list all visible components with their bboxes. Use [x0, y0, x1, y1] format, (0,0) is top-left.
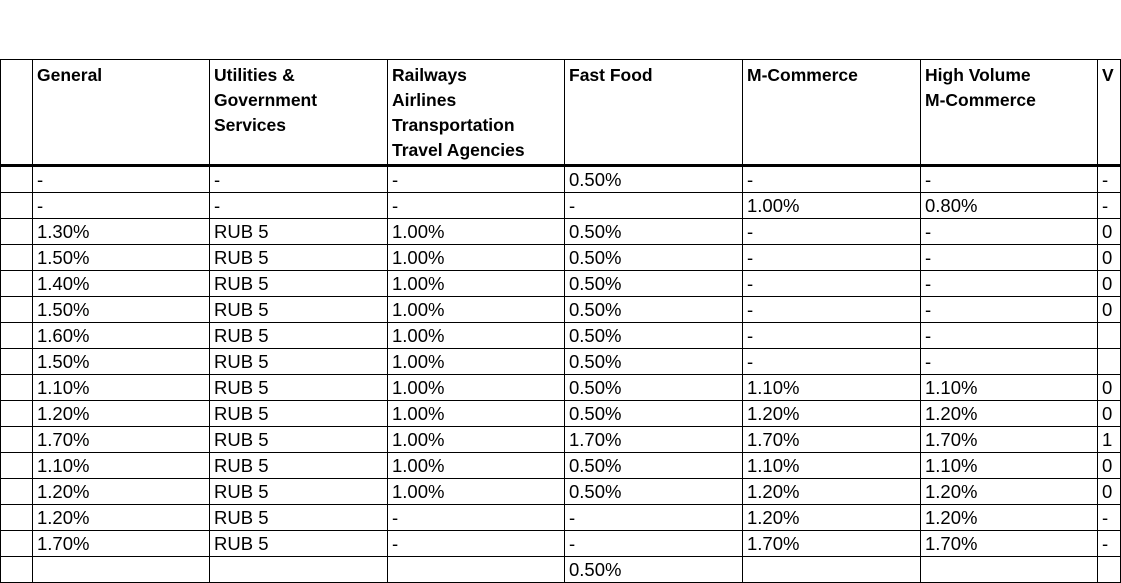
table-cell[interactable]: 0.50% — [565, 401, 743, 427]
table-cell[interactable]: 1.20% — [743, 505, 921, 531]
spreadsheet-view — [0, 59, 1114, 580]
table-cell[interactable]: 1.10% — [33, 453, 210, 479]
header-line: High Volume — [925, 65, 1031, 85]
table-cell[interactable]: 0 — [1098, 401, 1121, 427]
header-line: M-Commerce — [747, 65, 858, 85]
header-cell-general[interactable] — [33, 60, 210, 166]
table-cell[interactable]: RUB 5 — [210, 245, 388, 271]
table-cell[interactable]: - — [1098, 531, 1121, 557]
header-cell-utilities[interactable] — [210, 60, 388, 166]
header-line: General — [37, 65, 103, 85]
table-cell[interactable] — [1, 557, 33, 583]
header-line: Utilities & — [214, 65, 295, 85]
table-cell[interactable]: 1.20% — [743, 401, 921, 427]
table-cell[interactable] — [1, 401, 33, 427]
table-cell[interactable] — [388, 557, 565, 583]
table-cell[interactable]: - — [1098, 166, 1121, 193]
table-cell[interactable] — [1, 166, 33, 193]
table-cell[interactable]: - — [743, 297, 921, 323]
table-cell[interactable] — [1, 193, 33, 219]
table-cell[interactable]: 0.50% — [565, 557, 743, 583]
table-row — [1, 219, 1121, 245]
table-body — [1, 166, 1121, 583]
table-cell[interactable]: 1.00% — [388, 427, 565, 453]
table-cell[interactable]: 1 — [1098, 427, 1121, 453]
table-cell[interactable] — [1, 375, 33, 401]
header-cell-row-label[interactable] — [1, 60, 33, 166]
table-cell[interactable]: 1.30% — [33, 219, 210, 245]
table-cell[interactable]: 1.00% — [388, 479, 565, 505]
table-cell[interactable]: 0.50% — [565, 271, 743, 297]
table-cell[interactable]: - — [921, 166, 1098, 193]
header-row — [1, 60, 1121, 166]
table-row — [1, 505, 1121, 531]
table-cell[interactable]: 0 — [1098, 245, 1121, 271]
table-cell[interactable]: 1.20% — [921, 479, 1098, 505]
table-cell[interactable] — [1, 297, 33, 323]
table-cell[interactable]: - — [743, 166, 921, 193]
table-cell[interactable] — [1, 245, 33, 271]
header-cell-transportation[interactable] — [388, 60, 565, 166]
table-cell[interactable]: - — [921, 271, 1098, 297]
table-row — [1, 245, 1121, 271]
header-cell-m-commerce[interactable] — [743, 60, 921, 166]
table-cell[interactable]: - — [565, 193, 743, 219]
table-cell[interactable]: 1.10% — [921, 453, 1098, 479]
table-cell[interactable]: 1.10% — [743, 453, 921, 479]
table-cell[interactable]: - — [210, 166, 388, 193]
table-row — [1, 349, 1121, 375]
table-cell[interactable]: 1.70% — [33, 531, 210, 557]
table-cell[interactable]: RUB 5 — [210, 453, 388, 479]
table-cell[interactable]: 0.50% — [565, 479, 743, 505]
table-cell[interactable] — [33, 557, 210, 583]
table-row — [1, 531, 1121, 557]
table-cell[interactable]: 1.00% — [388, 375, 565, 401]
table-cell[interactable]: RUB 5 — [210, 427, 388, 453]
table-cell[interactable]: 1.20% — [33, 401, 210, 427]
table-cell[interactable]: RUB 5 — [210, 479, 388, 505]
table-cell[interactable]: - — [388, 531, 565, 557]
table-cell[interactable]: 1.70% — [921, 531, 1098, 557]
table-cell[interactable]: 0 — [1098, 479, 1121, 505]
table-cell[interactable] — [1, 323, 33, 349]
table-cell[interactable] — [1, 505, 33, 531]
table-cell[interactable]: - — [1098, 193, 1121, 219]
table-cell[interactable]: RUB 5 — [210, 323, 388, 349]
table-cell[interactable]: 0.50% — [565, 245, 743, 271]
table-cell[interactable]: 1.20% — [33, 505, 210, 531]
table-cell[interactable]: - — [743, 349, 921, 375]
table-cell[interactable]: 1.00% — [388, 323, 565, 349]
table-cell[interactable]: 1.00% — [743, 193, 921, 219]
table-cell[interactable] — [1, 453, 33, 479]
table-cell[interactable]: 1.50% — [33, 297, 210, 323]
table-cell[interactable]: 0.80% — [921, 193, 1098, 219]
table-cell[interactable] — [210, 557, 388, 583]
table-row — [1, 401, 1121, 427]
table-cell[interactable]: - — [921, 245, 1098, 271]
table-cell[interactable]: 1.00% — [388, 245, 565, 271]
table-cell[interactable]: RUB 5 — [210, 401, 388, 427]
table-cell[interactable]: 0.50% — [565, 375, 743, 401]
table-cell[interactable] — [1, 479, 33, 505]
header-line: V — [1102, 65, 1114, 85]
table-cell[interactable]: 1.20% — [743, 479, 921, 505]
table-cell[interactable]: - — [33, 166, 210, 193]
table-cell[interactable]: 1.00% — [388, 219, 565, 245]
table-row — [1, 297, 1121, 323]
header-line: M-Commerce — [925, 90, 1036, 110]
table-row — [1, 193, 1121, 219]
table-cell[interactable]: 1.20% — [921, 401, 1098, 427]
table-row — [1, 375, 1121, 401]
table-cell[interactable]: 0 — [1098, 219, 1121, 245]
table-cell[interactable]: - — [743, 271, 921, 297]
commission-rates-table — [0, 59, 1121, 583]
table-cell[interactable]: - — [388, 505, 565, 531]
table-cell[interactable]: 1.20% — [921, 505, 1098, 531]
header-line: Government — [214, 90, 318, 110]
table-cell[interactable]: RUB 5 — [210, 271, 388, 297]
table-cell[interactable]: 0 — [1098, 375, 1121, 401]
table-cell[interactable]: 1.50% — [33, 349, 210, 375]
header-line: Airlines — [392, 90, 457, 110]
header-line: Services — [214, 115, 287, 135]
table-cell[interactable]: - — [921, 349, 1098, 375]
table-cell[interactable]: - — [1098, 505, 1121, 531]
table-cell[interactable]: 1.20% — [33, 479, 210, 505]
table-cell[interactable] — [1, 219, 33, 245]
table-cell[interactable]: 0.50% — [565, 166, 743, 193]
table-cell[interactable]: 1.00% — [388, 271, 565, 297]
table-cell[interactable]: 1.70% — [743, 531, 921, 557]
table-cell[interactable]: 1.00% — [388, 297, 565, 323]
table-row — [1, 271, 1121, 297]
table-cell[interactable]: 1.10% — [921, 375, 1098, 401]
table-cell[interactable]: 0 — [1098, 297, 1121, 323]
table-cell[interactable]: - — [33, 193, 210, 219]
header-line: Fast Food — [569, 65, 653, 85]
table-cell[interactable] — [1098, 557, 1121, 583]
table-cell[interactable]: 1.00% — [388, 453, 565, 479]
table-cell[interactable]: - — [921, 297, 1098, 323]
table-cell[interactable]: - — [388, 166, 565, 193]
table-cell[interactable]: RUB 5 — [210, 531, 388, 557]
table-cell[interactable]: 0.50% — [565, 453, 743, 479]
table-row — [1, 453, 1121, 479]
table-row — [1, 557, 1121, 583]
table-cell[interactable] — [921, 557, 1098, 583]
table-cell[interactable]: 1.40% — [33, 271, 210, 297]
table-cell[interactable]: 0.50% — [565, 297, 743, 323]
header-line: Travel Agencies — [392, 140, 525, 160]
header-cell-cut-off[interactable] — [1098, 60, 1121, 166]
table-cell[interactable]: 1.00% — [388, 349, 565, 375]
table-cell[interactable]: - — [921, 219, 1098, 245]
table-cell[interactable]: 1.50% — [33, 245, 210, 271]
table-cell[interactable]: 1.10% — [33, 375, 210, 401]
table-cell[interactable]: RUB 5 — [210, 219, 388, 245]
table-cell[interactable]: 0.50% — [565, 219, 743, 245]
table-cell[interactable]: - — [210, 193, 388, 219]
header-line: Transportation — [392, 115, 515, 135]
header-cell-fast-food[interactable] — [565, 60, 743, 166]
table-cell[interactable]: RUB 5 — [210, 349, 388, 375]
table-cell[interactable]: 0.50% — [565, 349, 743, 375]
table-cell[interactable]: - — [388, 193, 565, 219]
table-cell[interactable]: - — [565, 531, 743, 557]
table-cell[interactable]: 1.70% — [33, 427, 210, 453]
table-cell[interactable]: 1.70% — [565, 427, 743, 453]
table-cell[interactable]: 1.70% — [921, 427, 1098, 453]
table-cell[interactable] — [1, 531, 33, 557]
table-cell[interactable]: 1.00% — [388, 401, 565, 427]
table-cell[interactable]: RUB 5 — [210, 375, 388, 401]
table-cell[interactable]: RUB 5 — [210, 505, 388, 531]
table-cell[interactable]: RUB 5 — [210, 297, 388, 323]
table-cell[interactable] — [1098, 349, 1121, 375]
table-cell[interactable]: - — [921, 323, 1098, 349]
table-cell[interactable] — [1, 271, 33, 297]
header-cell-high-volume-m-commerce[interactable] — [921, 60, 1098, 166]
table-row — [1, 323, 1121, 349]
table-cell[interactable]: - — [743, 219, 921, 245]
table-cell[interactable] — [1, 427, 33, 453]
table-row — [1, 166, 1121, 193]
table-cell[interactable] — [1, 349, 33, 375]
table-row — [1, 479, 1121, 505]
table-cell[interactable]: 1.60% — [33, 323, 210, 349]
table-cell[interactable]: 0.50% — [565, 323, 743, 349]
table-cell[interactable]: 1.70% — [743, 427, 921, 453]
header-line: Railways — [392, 65, 467, 85]
table-cell[interactable]: - — [743, 245, 921, 271]
table-cell[interactable]: - — [565, 505, 743, 531]
table-cell[interactable]: 0 — [1098, 271, 1121, 297]
table-cell[interactable] — [1098, 323, 1121, 349]
table-cell[interactable]: - — [743, 323, 921, 349]
table-row — [1, 427, 1121, 453]
table-cell[interactable]: 0 — [1098, 453, 1121, 479]
table-cell[interactable]: 1.10% — [743, 375, 921, 401]
table-cell[interactable] — [743, 557, 921, 583]
